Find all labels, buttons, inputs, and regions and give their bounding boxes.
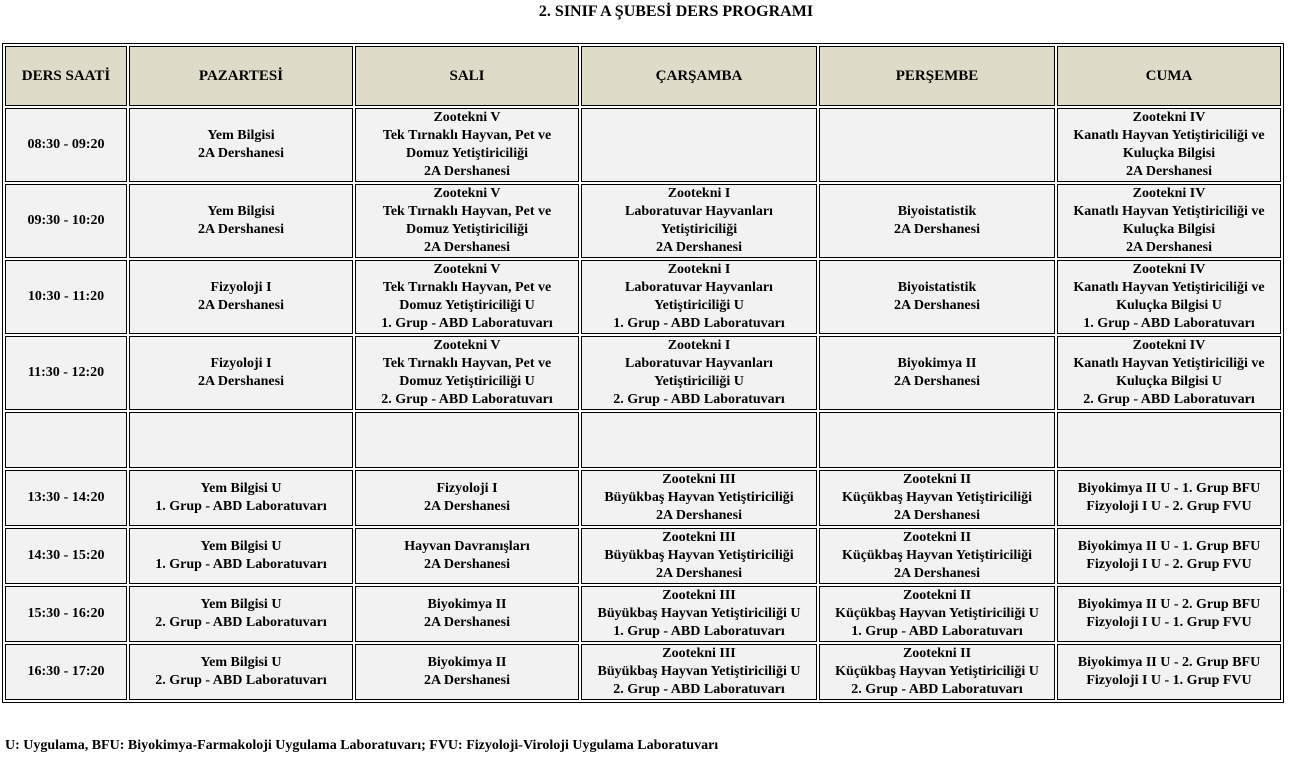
class-cell-line: Büyükbaş Hayvan Yetiştiriciliği U [597, 664, 801, 679]
schedule-row [5, 586, 1281, 642]
class-cell-line: 2A Dershanesi [656, 508, 742, 523]
class-cell-line: 1. Grup - ABD Laboratuvarı [155, 499, 327, 514]
class-cell-line: 2A Dershanesi [198, 374, 284, 389]
legend-note: U: Uygulama, BFU: Biyokimya-Farmakoloji Uygulama Laboratuvarı; FVU: Fizyoloji-Viroloji Uygulama Laboratuvarı [5, 738, 719, 753]
class-cell-line: Kanatlı Hayvan Yetiştiriciliği ve [1073, 204, 1265, 219]
class-cell-line: Fizyoloji I [210, 356, 272, 371]
class-cell-line: Zootekni IV [1132, 186, 1206, 201]
class-cell-wednesday [581, 644, 817, 700]
class-cell-line: Domuz Yetiştiriciliği [406, 146, 528, 161]
class-cell-monday [129, 336, 353, 410]
class-cell-line: Zootekni IV [1132, 338, 1206, 353]
class-cell-line: Biyokimya II U - 1. Grup BFU [1077, 481, 1261, 496]
class-cell-line: Küçükbaş Hayvan Yetiştiriciliği [841, 490, 1033, 505]
class-cell-line: Kuluçka Bilgisi [1122, 222, 1216, 237]
class-cell-line: Büyükbaş Hayvan Yetiştiriciliği U [597, 606, 801, 621]
class-cell-line: Fizyoloji I [210, 280, 272, 295]
class-cell-line: 2A Dershanesi [894, 222, 980, 237]
class-cell-line: 2A Dershanesi [424, 240, 510, 255]
schedule-row [5, 470, 1281, 526]
time-slot: 09:30 - 10:20 [5, 184, 127, 258]
class-cell-line: Kuluçka Bilgisi U [1116, 298, 1222, 313]
class-cell-line: Kanatlı Hayvan Yetiştiriciliği ve [1073, 128, 1265, 143]
class-cell-line: Zootekni I [667, 338, 731, 353]
class-cell-line: Yem Bilgisi [207, 128, 275, 143]
class-cell-line: Büyükbaş Hayvan Yetiştiriciliği [604, 548, 794, 563]
class-cell-wednesday [581, 108, 817, 182]
class-cell-line: Zootekni II [902, 588, 972, 603]
class-cell-line: 1. Grup - ABD Laboratuvarı [613, 316, 785, 331]
class-cell-line: 1. Grup - ABD Laboratuvarı [613, 624, 785, 639]
class-cell-line: 1. Grup - ABD Laboratuvarı [851, 624, 1023, 639]
header-time: DERS SAATİ [5, 46, 127, 106]
class-cell-line: 2A Dershanesi [656, 240, 742, 255]
class-cell-wednesday [581, 260, 817, 334]
class-cell-line: Laboratuvar Hayvanları [625, 280, 773, 295]
class-cell-line: 2A Dershanesi [656, 566, 742, 581]
class-cell-monday [129, 412, 353, 468]
class-cell-line: Yetiştiriciliği U [654, 298, 744, 313]
class-cell-line: 2A Dershanesi [894, 566, 980, 581]
class-cell-tuesday [355, 260, 579, 334]
class-cell-line: Biyokimya II [897, 356, 977, 371]
class-cell-line: 2A Dershanesi [1126, 164, 1212, 179]
class-cell-line: 2A Dershanesi [894, 298, 980, 313]
class-cell-line: Zootekni IV [1132, 110, 1206, 125]
schedule-row [5, 108, 1281, 182]
class-cell-line: 2A Dershanesi [424, 557, 510, 572]
time-slot: 11:30 - 12:20 [5, 336, 127, 410]
class-cell-line: Zootekni II [902, 530, 972, 545]
schedule-row [5, 528, 1281, 584]
class-cell-line: Tek Tırnaklı Hayvan, Pet ve [382, 128, 552, 143]
class-cell-line: Kuluçka Bilgisi [1122, 146, 1216, 161]
page-title: 2. SINIF A ŞUBESİ DERS PROGRAMI [538, 3, 814, 20]
class-cell-wednesday [581, 528, 817, 584]
class-cell-friday [1057, 336, 1281, 410]
class-cell-line: Zootekni V [433, 110, 501, 125]
class-cell-line: Hayvan Davranışları [404, 539, 530, 554]
schedule-table [2, 43, 1284, 703]
class-cell-line: Domuz Yetiştiriciliği U [399, 298, 535, 313]
class-cell-line: Biyokimya II [427, 655, 507, 670]
class-cell-line: 2. Grup - ABD Laboratuvarı [1083, 392, 1255, 407]
header-monday: PAZARTESİ [129, 46, 353, 106]
class-cell-line: Zootekni II [902, 472, 972, 487]
class-cell-monday [129, 470, 353, 526]
class-cell-line: Biyokimya II [427, 597, 507, 612]
class-cell-line: Zootekni II [902, 646, 972, 661]
class-cell-monday [129, 644, 353, 700]
time-slot: 13:30 - 14:20 [5, 470, 127, 526]
class-cell-line: 2A Dershanesi [198, 298, 284, 313]
class-cell-line: Yem Bilgisi U [200, 655, 282, 670]
class-cell-line: Yem Bilgisi U [200, 539, 282, 554]
class-cell-line: Büyükbaş Hayvan Yetiştiriciliği [604, 490, 794, 505]
class-cell-line: 2. Grup - ABD Laboratuvarı [381, 392, 553, 407]
class-cell-thursday [819, 412, 1055, 468]
class-cell-line: Zootekni III [662, 646, 736, 661]
class-cell-line: 2A Dershanesi [424, 499, 510, 514]
time-slot: 14:30 - 15:20 [5, 528, 127, 584]
class-cell-line: 2A Dershanesi [1126, 240, 1212, 255]
class-cell-thursday [819, 184, 1055, 258]
class-cell-thursday [819, 528, 1055, 584]
class-cell-line: Zootekni I [667, 262, 731, 277]
class-cell-tuesday [355, 528, 579, 584]
class-cell-line: Biyokimya II U - 2. Grup BFU [1077, 655, 1261, 670]
class-cell-line: 1. Grup - ABD Laboratuvarı [155, 557, 327, 572]
schedule-row [5, 184, 1281, 258]
class-cell-line: 1. Grup - ABD Laboratuvarı [1083, 316, 1255, 331]
class-cell-line: 2A Dershanesi [894, 508, 980, 523]
class-cell-line: Zootekni IV [1132, 262, 1206, 277]
class-cell-line: 2. Grup - ABD Laboratuvarı [613, 392, 785, 407]
class-cell-line: Biyokimya II U - 2. Grup BFU [1077, 597, 1261, 612]
class-cell-friday [1057, 528, 1281, 584]
class-cell-thursday [819, 470, 1055, 526]
class-cell-line: Zootekni III [662, 472, 736, 487]
header-thursday: PERŞEMBE [819, 46, 1055, 106]
header-wednesday: ÇARŞAMBA [581, 46, 817, 106]
class-cell-friday [1057, 260, 1281, 334]
class-cell-line: Fizyoloji I U - 1. Grup FVU [1086, 615, 1252, 630]
class-cell-tuesday [355, 336, 579, 410]
class-cell-line: Zootekni III [662, 588, 736, 603]
class-cell-monday [129, 260, 353, 334]
class-cell-line: Zootekni I [667, 186, 731, 201]
class-cell-friday [1057, 184, 1281, 258]
class-cell-friday [1057, 412, 1281, 468]
class-cell-line: Fizyoloji I U - 2. Grup FVU [1086, 499, 1252, 514]
class-cell-line: Domuz Yetiştiriciliği [406, 222, 528, 237]
class-cell-line: Yem Bilgisi U [200, 481, 282, 496]
class-cell-line: Biyokimya II U - 1. Grup BFU [1077, 539, 1261, 554]
class-cell-line: Fizyoloji I [436, 481, 498, 496]
class-cell-line: 2A Dershanesi [894, 374, 980, 389]
class-cell-line: Fizyoloji I U - 1. Grup FVU [1086, 673, 1252, 688]
class-cell-line: Kuluçka Bilgisi U [1116, 374, 1222, 389]
class-cell-line: Küçükbaş Hayvan Yetiştiriciliği [841, 548, 1033, 563]
header-friday: CUMA [1057, 46, 1281, 106]
class-cell-line: Domuz Yetiştiriciliği U [399, 374, 535, 389]
class-cell-line: 2A Dershanesi [424, 615, 510, 630]
class-cell-line: Biyoistatistik [897, 204, 977, 219]
class-cell-wednesday [581, 184, 817, 258]
class-cell-friday [1057, 108, 1281, 182]
class-cell-line: 1. Grup - ABD Laboratuvarı [381, 316, 553, 331]
class-cell-line: Fizyoloji I U - 2. Grup FVU [1086, 557, 1252, 572]
time-slot [5, 412, 127, 468]
class-cell-thursday [819, 260, 1055, 334]
class-cell-friday [1057, 586, 1281, 642]
class-cell-thursday [819, 336, 1055, 410]
lunch-break-row [5, 412, 1281, 468]
class-cell-thursday [819, 108, 1055, 182]
class-cell-line: Zootekni V [433, 262, 501, 277]
class-cell-line: Küçükbaş Hayvan Yetiştiriciliği U [835, 606, 1039, 621]
schedule-row [5, 644, 1281, 700]
class-cell-line: 2. Grup - ABD Laboratuvarı [613, 682, 785, 697]
class-cell-line: Zootekni V [433, 338, 501, 353]
class-cell-line: Kanatlı Hayvan Yetiştiriciliği ve [1073, 280, 1265, 295]
class-cell-line: 2A Dershanesi [198, 146, 284, 161]
class-cell-line: Biyoistatistik [897, 280, 977, 295]
class-cell-line: 2. Grup - ABD Laboratuvarı [851, 682, 1023, 697]
class-cell-line: Laboratuvar Hayvanları [625, 356, 773, 371]
class-cell-friday [1057, 470, 1281, 526]
class-cell-line: Tek Tırnaklı Hayvan, Pet ve [382, 356, 552, 371]
class-cell-tuesday [355, 644, 579, 700]
time-slot: 16:30 - 17:20 [5, 644, 127, 700]
class-cell-tuesday [355, 184, 579, 258]
class-cell-line: 2A Dershanesi [424, 164, 510, 179]
time-slot: 08:30 - 09:20 [5, 108, 127, 182]
class-cell-tuesday [355, 586, 579, 642]
class-cell-thursday [819, 644, 1055, 700]
header-tuesday: SALI [355, 46, 579, 106]
class-cell-line: Yetiştiriciliği [660, 222, 738, 237]
class-cell-line: Zootekni V [433, 186, 501, 201]
class-cell-thursday [819, 586, 1055, 642]
class-cell-line: Yetiştiriciliği U [654, 374, 744, 389]
time-slot: 15:30 - 16:20 [5, 586, 127, 642]
class-cell-line: Tek Tırnaklı Hayvan, Pet ve [382, 280, 552, 295]
class-cell-monday [129, 108, 353, 182]
class-cell-monday [129, 184, 353, 258]
header-row [5, 46, 1281, 106]
schedule-row [5, 260, 1281, 334]
class-cell-monday [129, 586, 353, 642]
class-cell-line: Tek Tırnaklı Hayvan, Pet ve [382, 204, 552, 219]
class-cell-line: 2A Dershanesi [198, 222, 284, 237]
class-cell-line: Küçükbaş Hayvan Yetiştiriciliği U [835, 664, 1039, 679]
class-cell-friday [1057, 644, 1281, 700]
class-cell-wednesday [581, 336, 817, 410]
class-cell-line: 2A Dershanesi [424, 673, 510, 688]
class-cell-wednesday [581, 586, 817, 642]
class-cell-tuesday [355, 108, 579, 182]
class-cell-tuesday [355, 470, 579, 526]
class-cell-line: 2. Grup - ABD Laboratuvarı [155, 673, 327, 688]
class-cell-line: Zootekni III [662, 530, 736, 545]
class-cell-line: Yem Bilgisi U [200, 597, 282, 612]
class-cell-wednesday [581, 412, 817, 468]
class-cell-tuesday [355, 412, 579, 468]
class-cell-line: 2. Grup - ABD Laboratuvarı [155, 615, 327, 630]
class-cell-monday [129, 528, 353, 584]
schedule-row [5, 336, 1281, 410]
time-slot: 10:30 - 11:20 [5, 260, 127, 334]
class-cell-wednesday [581, 470, 817, 526]
class-cell-line: Yem Bilgisi [207, 204, 275, 219]
class-cell-line: Kanatlı Hayvan Yetiştiriciliği ve [1073, 356, 1265, 371]
class-cell-line: Laboratuvar Hayvanları [625, 204, 773, 219]
